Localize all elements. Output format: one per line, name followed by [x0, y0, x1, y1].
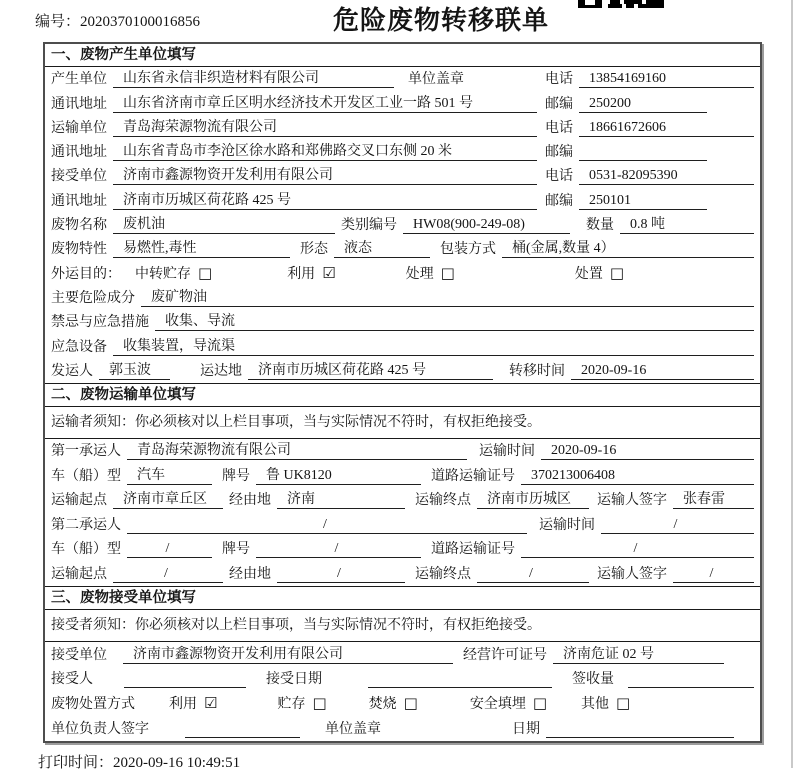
hazard-component-label: 主要危险成分: [51, 290, 135, 306]
checkbox-transit-storage: 中转贮存 □: [135, 263, 213, 282]
first-carrier-field: 青岛海荣源物流有限公司: [127, 442, 467, 460]
row-transport-unit: [45, 116, 760, 140]
quantity-label: 数量: [586, 218, 614, 234]
checkbox-checked-icon: ☑: [322, 263, 336, 282]
checkbox-treat: 处理 □: [405, 263, 455, 282]
transport-post-label: 邮编: [545, 145, 573, 161]
route1-sign-field: 张春雷: [673, 491, 754, 509]
row-waste-name: [45, 213, 760, 237]
checkbox-dispose: 处置 □: [574, 263, 625, 282]
road-cert1-field: 370213006408: [521, 467, 754, 485]
producer-post-label: 邮编: [545, 96, 573, 112]
producer-address-label: 通讯地址: [51, 96, 107, 112]
waste-name-field: 废机油: [113, 216, 335, 234]
row-route1: [45, 488, 760, 513]
checkbox-disposal-other: 其他 □: [581, 694, 631, 713]
row-accept-unit: [45, 642, 760, 667]
emergency-equipment-label: 应急设备: [51, 339, 107, 355]
receiver-phone-field: 0531-82095390: [579, 167, 754, 185]
receiver-post-label: 邮编: [545, 193, 573, 209]
transport-time2-field: /: [601, 516, 754, 534]
receiver-unit-label: 接受单位: [51, 169, 107, 185]
sign-date-label: 日期: [512, 722, 540, 738]
route2-end-label: 运输终点: [415, 566, 471, 582]
section-producer: [45, 44, 760, 383]
row-transfer-purpose: [45, 261, 760, 285]
transport-unit-label: 运输单位: [51, 120, 107, 136]
transport-unit-field: 青岛海荣源物流有限公司: [113, 119, 537, 137]
page-title: 危险废物转移联单: [333, 6, 550, 35]
receiver-post-field: 250101: [579, 192, 707, 210]
serial-number: [35, 10, 200, 31]
row-receiver-address: [45, 188, 760, 212]
second-carrier-label: 第二承运人: [51, 517, 121, 533]
plate1-label: 牌号: [222, 468, 250, 484]
row-hazard-component: [45, 286, 760, 310]
waste-character-label: 废物特性: [51, 242, 107, 258]
unit-seal2-label: 单位盖章: [325, 722, 381, 738]
transport-time1-label: 运输时间: [479, 444, 535, 460]
producer-unit-field: 山东省永信非织造材料有限公司: [113, 70, 394, 88]
row-second-carrier: [45, 512, 760, 537]
row-disposal-method: [45, 691, 760, 716]
accept-unit-field: 济南市鑫源物资开发利用有限公司: [123, 646, 453, 664]
checkbox-icon: □: [440, 263, 455, 282]
accept-date-label: 接受日期: [266, 672, 322, 688]
checkbox-disposal-incinerate: 焚烧 □: [368, 694, 418, 713]
waste-name-label: 废物名称: [51, 218, 107, 234]
receiver-unit-field: 济南市鑫源物资开发利用有限公司: [113, 167, 537, 185]
row-vehicle2: [45, 537, 760, 562]
transfer-time-field: 2020-09-16: [571, 362, 754, 380]
vehicle-type2-field: /: [127, 540, 212, 558]
row-acceptor: [45, 667, 760, 692]
receiver-notice: 接受者须知：你必须核对以上栏目事项，当与实际情况不符时，有权拒绝接受。: [45, 610, 760, 642]
print-time-value: 2020-09-16 10:49:51: [113, 755, 241, 771]
emergency-equipment-field: 收集装置，导流渠: [113, 338, 754, 356]
section3-title: 三、废物接受单位填写: [45, 587, 760, 610]
responsible-sign-label: 单位负责人签字: [51, 722, 149, 738]
transport-post-field: [579, 144, 707, 161]
route2-via-field: /: [277, 565, 405, 583]
checkbox-checked-icon: ☑: [204, 694, 218, 713]
checkbox-icon: □: [198, 263, 213, 282]
checkbox-icon: □: [609, 263, 625, 282]
transport-phone-field: 18661672606: [579, 119, 754, 137]
row-transport-address: [45, 140, 760, 164]
purpose-label: 外运目的：: [51, 266, 121, 282]
checkbox-utilize: 利用 ☑: [287, 263, 336, 282]
producer-unit-label: 产生单位: [51, 72, 107, 88]
serial-label: 编号：: [35, 14, 81, 30]
row-producer-unit: [45, 67, 760, 91]
route1-via-field: 济南: [277, 491, 405, 509]
accept-unit-label: 接受单位: [51, 647, 107, 663]
plate2-label: 牌号: [222, 542, 250, 558]
row-taboo-measures: [45, 310, 760, 334]
waste-character-field: 易燃性,毒性: [113, 240, 290, 258]
form-state-label: 形态: [300, 242, 328, 258]
checkbox-icon: □: [403, 694, 418, 713]
section1-title: 一、废物产生单位填写: [45, 44, 760, 67]
checkbox-disposal-storage: 贮存 □: [277, 694, 327, 713]
transport-time2-label: 运输时间: [539, 517, 595, 533]
checkbox-disposal-utilize: 利用 ☑: [169, 694, 218, 713]
route1-start-field: 济南市章丘区: [113, 491, 223, 509]
transport-address-label: 通讯地址: [51, 145, 107, 161]
producer-post-field: 250200: [579, 95, 707, 113]
route2-sign-label: 运输人签字: [597, 566, 667, 582]
category-code-field: HW08(900-249-08): [403, 216, 570, 234]
second-carrier-field: /: [127, 516, 527, 534]
vehicle-type1-label: 车（船）型: [51, 468, 121, 484]
row-receiver-unit: [45, 164, 760, 188]
category-code-label: 类别编号: [341, 218, 397, 234]
first-carrier-label: 第一承运人: [51, 444, 121, 460]
form-state-field: 液态: [334, 240, 430, 258]
row-first-carrier: [45, 439, 760, 464]
row-responsible-sign: [45, 716, 760, 741]
producer-address-field: 山东省济南市章丘区明水经济技术开发区工业一路 501 号: [113, 95, 537, 113]
route1-sign-label: 运输人签字: [597, 493, 667, 509]
destination-label: 运达地: [200, 363, 242, 379]
vehicle-type2-label: 车（船）型: [51, 542, 121, 558]
producer-phone-field: 13854169160: [579, 70, 754, 88]
hazard-component-field: 废矿物油: [141, 289, 754, 307]
route1-via-label: 经由地: [229, 493, 271, 509]
responsible-sign-field: [185, 721, 300, 738]
plate2-field: /: [256, 540, 421, 558]
route1-start-label: 运输起点: [51, 493, 107, 509]
receiver-address-field: 济南市历城区荷花路 425 号: [113, 192, 537, 210]
license-label: 经营许可证号: [463, 647, 547, 663]
transfer-form: [43, 42, 762, 743]
route2-via-label: 经由地: [229, 566, 271, 582]
taboo-measures-label: 禁忌与应急措施: [51, 315, 149, 331]
route2-start-label: 运输起点: [51, 566, 107, 582]
checkbox-icon: □: [312, 694, 327, 713]
row-dispatcher: [45, 359, 760, 383]
dispatcher-label: 发运人: [51, 363, 93, 379]
row-route2: [45, 561, 760, 586]
print-time-label: 打印时间：: [38, 755, 114, 771]
serial-value: 2020370100016856: [80, 14, 201, 30]
vehicle-type1-field: 汽车: [127, 467, 212, 485]
license-field: 济南危证 02 号: [553, 646, 724, 664]
plate1-field: 鲁 UK8120: [256, 467, 421, 485]
transfer-time-label: 转移时间: [509, 363, 565, 379]
destination-field: 济南市历城区荷花路 425 号: [248, 362, 493, 380]
road-cert2-label: 道路运输证号: [431, 542, 515, 558]
receipt-qty-label: 签收量: [572, 672, 614, 688]
checkbox-disposal-landfill: 安全填埋 □: [469, 694, 548, 713]
route2-sign-field: /: [673, 565, 754, 583]
route2-start-field: /: [113, 565, 223, 583]
acceptor-label: 接受人: [51, 672, 93, 688]
receiver-phone-label: 电话: [545, 169, 573, 185]
transport-phone-label: 电话: [545, 120, 573, 136]
disposal-method-label: 废物处置方式: [51, 697, 135, 713]
packing-field: 桶(金属,数量 4）: [502, 240, 754, 258]
road-cert1-label: 道路运输证号: [431, 468, 515, 484]
receipt-qty-field: [628, 671, 754, 688]
producer-phone-label: 电话: [545, 72, 573, 88]
quantity-field: 0.8 吨: [620, 216, 754, 234]
taboo-measures-field: 收集、导流: [155, 313, 754, 331]
sign-date-field: [546, 721, 734, 738]
section-transporter: [45, 383, 760, 586]
accept-date-field: [368, 671, 552, 688]
row-emergency-equipment: [45, 334, 760, 358]
qr-code-fragment: [578, 0, 664, 8]
receiver-address-label: 通讯地址: [51, 193, 107, 209]
section-receiver: [45, 586, 760, 741]
checkbox-icon: □: [532, 694, 548, 713]
checkbox-icon: □: [616, 694, 631, 713]
packing-label: 包装方式: [440, 242, 496, 258]
row-producer-address: [45, 91, 760, 115]
transport-time1-field: 2020-09-16: [541, 442, 754, 460]
dispatcher-field: 郭玉波: [99, 362, 170, 380]
page-right-edge: [791, 0, 793, 768]
transporter-notice: 运输者须知：你必须核对以上栏目事项，当与实际情况不符时，有权拒绝接受。: [45, 407, 760, 439]
route2-end-field: /: [477, 565, 589, 583]
row-vehicle1: [45, 463, 760, 488]
section2-title: 二、废物运输单位填写: [45, 384, 760, 407]
row-waste-character: [45, 237, 760, 261]
acceptor-field: [124, 671, 246, 688]
road-cert2-field: /: [521, 540, 754, 558]
print-time: [38, 751, 240, 772]
unit-seal-label: 单位盖章: [408, 72, 464, 88]
route1-end-field: 济南市历城区: [477, 491, 589, 509]
route1-end-label: 运输终点: [415, 493, 471, 509]
transport-address-field: 山东省青岛市李沧区徐水路和郑佛路交叉口东侧 20 米: [113, 143, 537, 161]
